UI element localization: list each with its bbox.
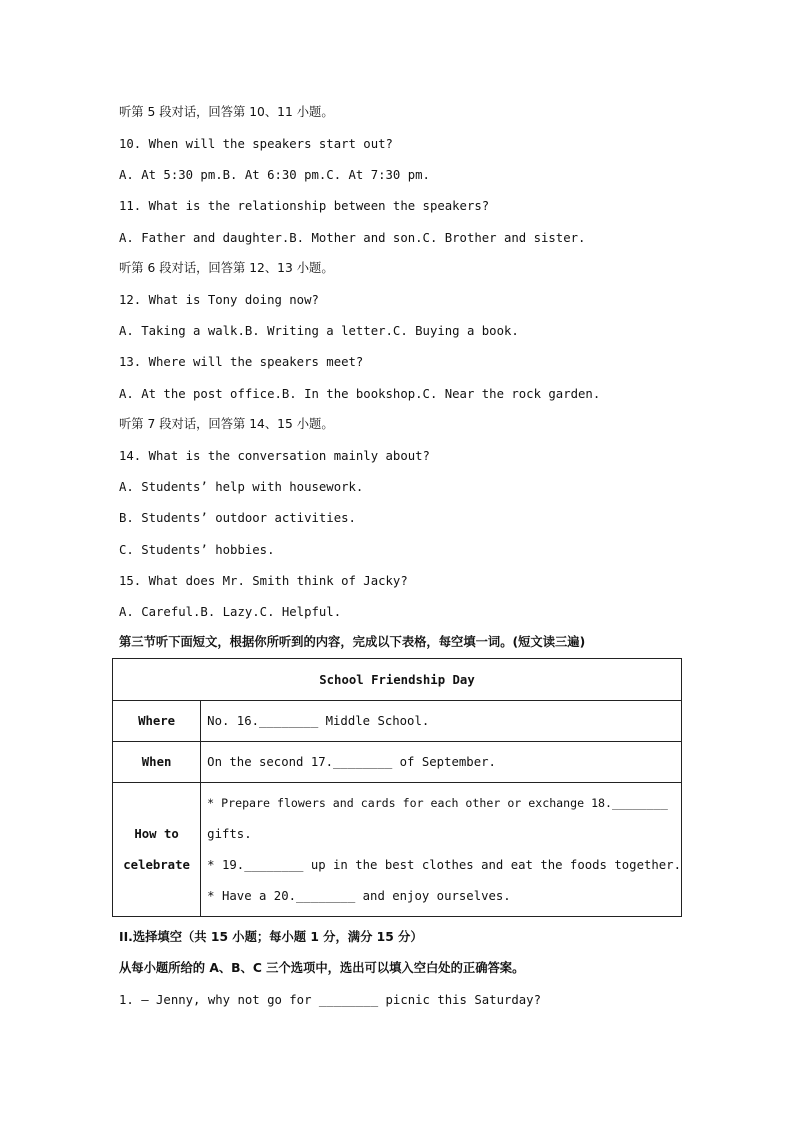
when-value: On the second 17.________ of September. xyxy=(201,742,682,783)
how-line-2: gifts. xyxy=(207,826,252,841)
how-line-3: * 19.________ up in the best clothes and eat the foods together. xyxy=(207,857,681,872)
when-label: When xyxy=(113,742,201,783)
question-15: 15. What does Mr. Smith think of Jacky? xyxy=(119,574,408,588)
part2-instruction: 从每小题所给的 A、B、C 三个选项中，选出可以填入空白处的正确答案。 xyxy=(119,961,525,975)
question-13: 13. Where will the speakers meet? xyxy=(119,355,364,369)
question-12-options: A. Taking a walk.B. Writing a letter.C. Buying a book. xyxy=(119,324,519,338)
question-11: 11. What is the relationship between the speakers? xyxy=(119,199,490,213)
section5-heading: 听第 5 段对话，回答第 10、11 小题。 xyxy=(119,105,334,119)
question-14-option-c: C. Students’ hobbies. xyxy=(119,543,275,557)
how-label xyxy=(113,783,201,917)
how-value xyxy=(201,783,682,917)
part2-heading: II.选择填空（共 15 小题；每小题 1 分，满分 15 分） xyxy=(119,930,423,944)
question-14-option-b: B. Students’ outdoor activities. xyxy=(119,511,356,525)
how-label-line1: How to xyxy=(134,826,179,841)
how-label-line2: celebrate xyxy=(123,857,190,872)
table-title: School Friendship Day xyxy=(113,659,682,701)
question-10-options: A. At 5:30 pm.B. At 6:30 pm.C. At 7:30 pm. xyxy=(119,168,430,182)
friendship-day-table xyxy=(112,658,682,917)
section7-heading: 听第 7 段对话，回答第 14、15 小题。 xyxy=(119,417,334,431)
section6-heading: 听第 6 段对话，回答第 12、13 小题。 xyxy=(119,261,334,275)
question-11-options: A. Father and daughter.B. Mother and son.C. Brother and sister. xyxy=(119,231,586,245)
how-line-1: * Prepare flowers and cards for each other or exchange 18.________ xyxy=(207,795,668,810)
question-15-options: A. Careful.B. Lazy.C. Helpful. xyxy=(119,605,342,619)
table-row-how xyxy=(113,783,682,917)
where-label: Where xyxy=(113,701,201,742)
question-14: 14. What is the conversation mainly about? xyxy=(119,449,430,463)
part3-heading: 第三节听下面短文，根据你所听到的内容，完成以下表格，每空填一词。(短文读三遍) xyxy=(119,635,586,649)
where-value: No. 16.________ Middle School. xyxy=(201,701,682,742)
how-line-4: * Have a 20.________ and enjoy ourselves. xyxy=(207,888,511,903)
question-14-option-a: A. Students’ help with housework. xyxy=(119,480,364,494)
table-row-when xyxy=(113,742,682,783)
question-13-options: A. At the post office.B. In the bookshop.C. Near the rock garden. xyxy=(119,387,601,401)
question-12: 12. What is Tony doing now? xyxy=(119,293,319,307)
table-row-where xyxy=(113,701,682,742)
part2-question-1: 1. — Jenny, why not go for ________ picnic this Saturday? xyxy=(119,993,541,1007)
question-10: 10. When will the speakers start out? xyxy=(119,137,393,151)
